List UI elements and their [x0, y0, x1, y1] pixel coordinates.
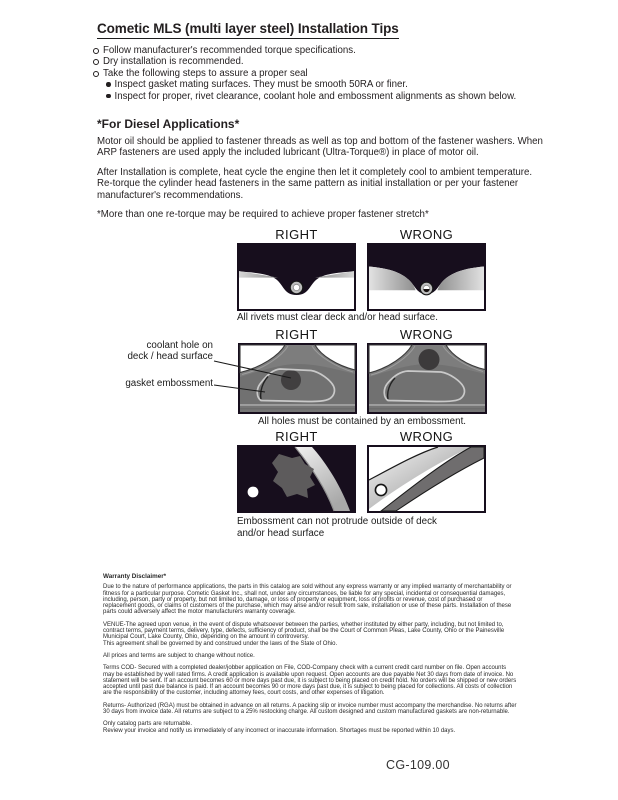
disclaimer-paragraph: All prices and terms are subject to change without notice.: [103, 652, 255, 659]
disclaimer-paragraph: Returns- Authorized (RGA) must be obtained in advance on all returns. A packing slip or invoice number must accompany the merchandise. No returns after 30 days from invoice date. All returns are subject to a 25% restocking charge. All custom designed and custom manufactured gaskets are non-returnable.: [103, 702, 517, 716]
callout-text: gasket embossment: [125, 378, 213, 389]
disclaimer-heading: Warranty Disclaimer*: [103, 573, 167, 580]
rivet-wrong-image: [367, 243, 486, 311]
deck-edge-wrong-diagram: [367, 445, 486, 513]
deck-edge-right-image: [237, 445, 356, 513]
bullet-text: Follow manufacturer's recommended torque specifications.: [103, 45, 356, 56]
right-label: RIGHT: [275, 227, 318, 242]
callout-text: coolant hole on: [146, 340, 213, 351]
diagram-caption: [237, 516, 437, 540]
hollow-bullet-icon: [93, 71, 99, 77]
callout-text: deck / head surface: [127, 351, 213, 362]
diagram-caption: All holes must be contained by an embossment.: [257, 416, 467, 427]
bullet-text: Inspect for proper, rivet clearance, coolant hole and embossment alignments as shown below.: [114, 90, 517, 102]
disclaimer-paragraph: Due to the nature of performance applications, the parts in this catalog are sold without any express warranty or any implied warranty of merchantability or fitness for a particular purpose. Cometic Gasket Inc., shall not, under any circumstances, be liable for any special, incidental or consequential damages, including, person, party or property, but not limited to, damage, or loss of property or equipment, loss of profits or revenue, cost of purchased or replacement goods, or claims of customers of the purchase, which may arise and/or result from sale, installation or use of these parts. Installation of these parts could adversely affect the motor manufacturers warranty coverage.: [103, 584, 512, 616]
filled-bullet-icon: [106, 82, 111, 87]
bullet-text: Inspect gasket mating surfaces. They must be smooth 50RA or finer.: [114, 79, 408, 91]
embossment-right-diagram: [238, 343, 357, 414]
list-item: [93, 79, 575, 90]
bullet-text: Take the following steps to assure a proper seal: [103, 67, 308, 79]
diagram-caption: All rivets must clear deck and/or head surface.: [237, 312, 438, 323]
page-code: CG-109.00: [386, 758, 450, 772]
paragraph: After Installation is complete, heat cycle the engine then let it completely cool to ambient temperature. Re-torque the cylinder head fasteners in the same pattern as initial installation or per your fastener manufacturer's recommendations.: [97, 166, 533, 201]
disclaimer-paragraph: VENUE-The agreed upon venue, in the event of dispute whatsoever between the parties, whether instituted by either party, including, but not limited to, contract terms, payment terms, delivery, type, defects, sufficiency of product, shall be the Court of Common Pleas, Lake County, Ohio or the Painesville Municipal Court, Lake County, Ohio, depending on the amount in controversy.: [103, 621, 505, 641]
hollow-bullet-icon: [93, 48, 99, 54]
list-item: [93, 56, 575, 67]
bullet-text: Dry installation is recommended.: [103, 56, 244, 68]
wrong-label: WRONG: [399, 227, 454, 242]
embossment-right-image: [238, 343, 357, 414]
embossment-wrong-diagram: [367, 343, 487, 414]
wrong-label: WRONG: [399, 327, 454, 342]
deck-edge-wrong-image: [367, 445, 486, 513]
deck-edge-right-diagram: [237, 445, 356, 513]
right-label: RIGHT: [275, 429, 318, 444]
coolant-hole-callout: [119, 340, 213, 362]
embossment-wrong-image: [367, 343, 487, 414]
caption-line: and/or head surface: [237, 528, 325, 539]
rivet-wrong-diagram: [367, 243, 486, 311]
list-item: [93, 91, 575, 102]
rivet-right-diagram: [237, 243, 356, 311]
page-title: Cometic MLS (multi layer steel) Installation Tips: [97, 21, 399, 39]
retorque-note: *More than one re-torque may be required to achieve proper fastener stretch*: [97, 209, 429, 220]
caption-line: Embossment can not protrude outside of deck: [237, 516, 437, 527]
wrong-label: WRONG: [399, 429, 454, 444]
diesel-applications-section: [97, 119, 549, 221]
list-item: [93, 45, 575, 56]
disclaimer-paragraph: Review your invoice and notify us immediately of any incorrect or inaccurate information. Shortages must be reported within 10 days.: [103, 727, 456, 734]
installation-tips-list: [93, 45, 575, 102]
filled-bullet-icon: [106, 94, 111, 99]
disclaimer-paragraph: This agreement shall be governed by and construed under the laws of the State of Ohio.: [103, 640, 338, 647]
rivet-right-image: [237, 243, 356, 311]
paragraph: Motor oil should be applied to fastener threads as well as top and bottom of the fastener washers. When ARP fasteners are used apply the included lubricant (Ultra-Torque®) in place of motor oil.: [97, 135, 543, 158]
warranty-disclaimer-section: [103, 574, 517, 734]
disclaimer-paragraph: Terms COD- Secured with a completed dealer/jobber application on File, COD-Company check with a current credit card number on file. Open accounts may be established by well rated firms. A credit application is available upon request. Open accounts are due payable Net 30 days from date of invoice. No statement will be sent. If an account becomes 60 or more days past due, it is subject to being placed on credit hold. No orders will be shipped or new orders accepted until past due balance is paid. If an account becomes 90 or more days past due, it is subject to being placed for collections. All costs of collection are the responsibility of the customer, including attorney fees, court costs, and other expenses of litigation.: [103, 665, 517, 697]
disclaimer-paragraph: Only catalog parts are returnable.: [103, 721, 193, 728]
hollow-bullet-icon: [93, 59, 99, 65]
right-label: RIGHT: [275, 327, 318, 342]
list-item: [93, 68, 575, 79]
gasket-embossment-callout: [119, 378, 213, 389]
section-heading: *For Diesel Applications*: [97, 117, 240, 131]
